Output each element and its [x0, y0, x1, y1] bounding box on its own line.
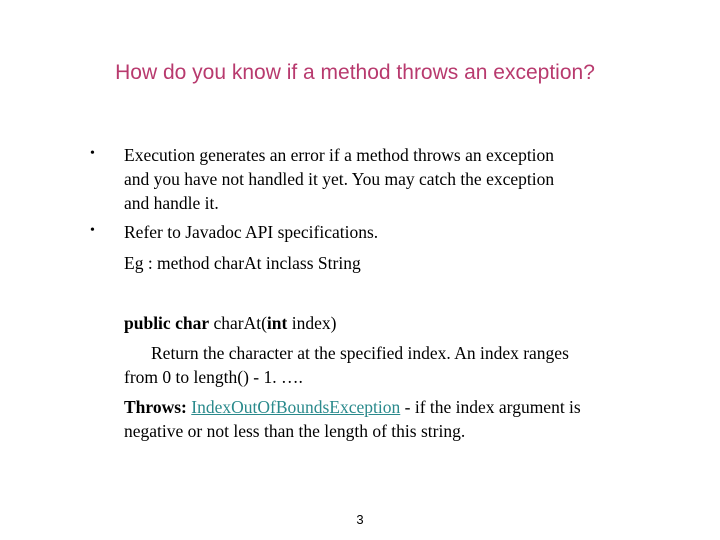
modifier: public char — [124, 313, 210, 333]
page-number: 3 — [356, 512, 364, 527]
method-signature — [124, 311, 336, 335]
throws-line — [124, 395, 581, 419]
example-text: Eg : method charAt inclass String — [124, 253, 361, 273]
description-line-1: Return the character at the specified index. An index ranges — [151, 343, 569, 363]
throws-line-2: negative or not less than the length of this string. — [124, 421, 466, 441]
param-rest: index) — [287, 313, 337, 333]
bullet-1-line-1: Execution generates an error if a method throws an exception — [124, 145, 555, 165]
bullet-2-text: Refer to Javadoc API specifications. — [124, 222, 379, 242]
param-type: int — [266, 313, 288, 333]
bullet-icon: • — [90, 223, 95, 238]
bullet-icon: • — [90, 146, 95, 161]
bullet-1-line-3: and handle it. — [124, 193, 219, 213]
bullet-1-line-2: and you have not handled it yet. You may catch the exception — [124, 169, 555, 189]
description-line-2: from 0 to length() - 1. …. — [124, 367, 303, 387]
throws-label: Throws: — [124, 397, 187, 417]
exception-link[interactable]: IndexOutOfBoundsException — [191, 397, 401, 417]
throws-text: - if the index argument is — [400, 397, 581, 417]
slide-title: How do you know if a method throws an exception? — [115, 61, 595, 84]
method-name: charAt( — [209, 313, 267, 333]
